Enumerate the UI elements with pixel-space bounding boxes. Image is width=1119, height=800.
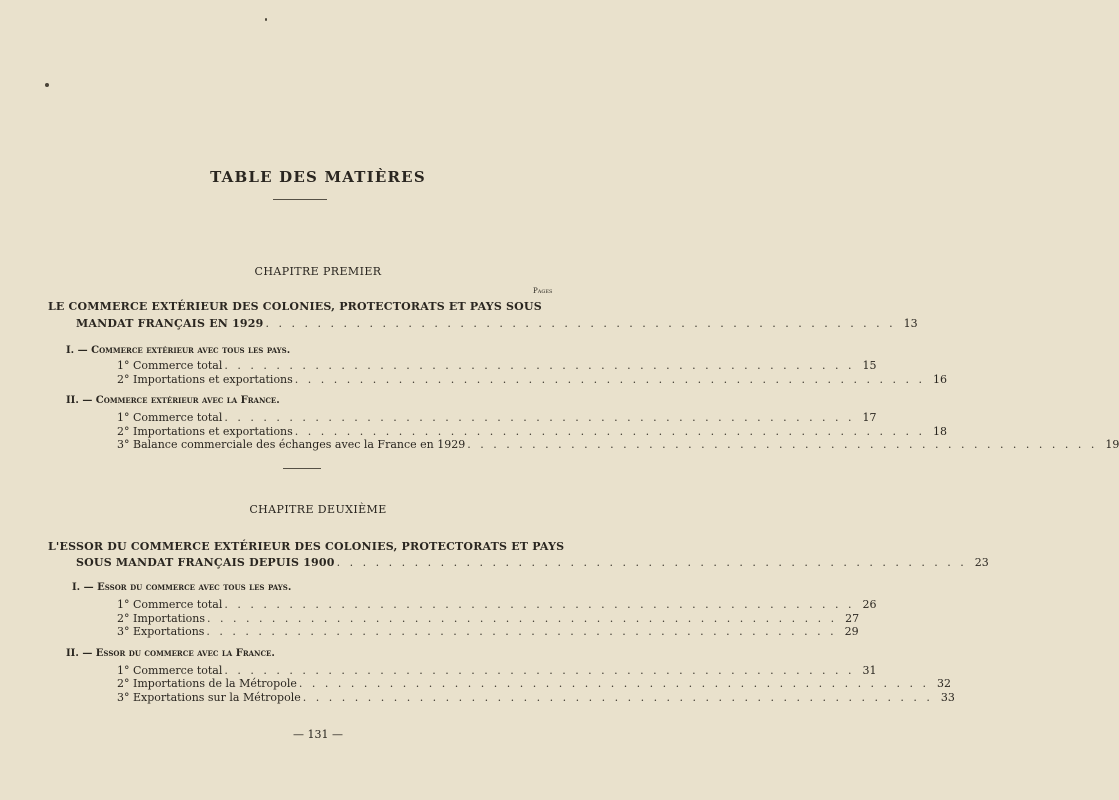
entry-text: 1° Commerce total bbox=[117, 359, 223, 372]
title-divider bbox=[273, 199, 327, 200]
entry-text: 3° Exportations bbox=[117, 625, 205, 638]
toc-entry bbox=[117, 612, 860, 625]
entry-text: 3° Exportations sur la Métropole bbox=[117, 691, 301, 704]
page-ref: 32 bbox=[937, 677, 952, 690]
page-ref: 15 bbox=[862, 359, 877, 372]
chapter-1-title-line2: MANDAT FRANÇAIS EN 1929 bbox=[76, 317, 264, 330]
leader-dots: . . . . . . . . . . . . . . . . . . . . . . . . . . . . . . . . . . . . . . . . . . . . . . . . . bbox=[265, 317, 896, 330]
toc-entry bbox=[117, 438, 1119, 451]
toc-entry bbox=[117, 691, 955, 704]
pages-column-label: Pages bbox=[533, 287, 553, 295]
entry-text: 2° Importations de la Métropole bbox=[117, 677, 297, 690]
page-ref: 23 bbox=[974, 556, 989, 569]
leader-dots: . . . . . . . . . . . . . . . . . . . . . . . . . . . . . . . . . . . . . . . . . . . . . . . . . bbox=[206, 612, 838, 625]
entry-text: 1° Commerce total bbox=[117, 598, 223, 611]
chapter-2-heading: CHAPITRE DEUXIÈME bbox=[249, 503, 387, 516]
toc-entry bbox=[117, 664, 877, 677]
section-label: I. — Essor du commerce avec tous les pays. bbox=[72, 582, 292, 593]
toc-entry bbox=[117, 359, 877, 372]
leader-dots: . . . . . . . . . . . . . . . . . . . . . . . . . . . . . . . . . . . . . . . . . . . . . . . . . bbox=[467, 438, 1098, 451]
chapter-2-title-line2: SOUS MANDAT FRANÇAIS DEPUIS 1900 bbox=[76, 556, 335, 569]
leader-dots: . . . . . . . . . . . . . . . . . . . . . . . . . . . . . . . . . . . . . . . . . . . . . . . . . bbox=[206, 625, 837, 638]
paper-speck bbox=[45, 83, 49, 87]
page-ref: 29 bbox=[844, 625, 859, 638]
leader-dots: . . . . . . . . . . . . . . . . . . . . . . . . . . . . . . . . . . . . . . . . . . . . . . . . . bbox=[336, 556, 967, 569]
toc-entry bbox=[76, 317, 918, 330]
entry-text: 1° Commerce total bbox=[117, 664, 223, 677]
page-ref: 13 bbox=[903, 317, 918, 330]
page-ref: 17 bbox=[862, 411, 877, 424]
toc-entry bbox=[117, 598, 877, 611]
page-title: TABLE DES MATIÈRES bbox=[210, 168, 426, 186]
section-label: I. — Commerce extérieur avec tous les pays. bbox=[66, 345, 291, 356]
toc-entry bbox=[117, 411, 877, 424]
section-heading bbox=[66, 343, 290, 356]
chapter-divider bbox=[283, 468, 321, 469]
chapter-1-heading: CHAPITRE PREMIER bbox=[254, 265, 382, 278]
section-label: II. — Commerce extérieur avec la France. bbox=[66, 395, 280, 406]
leader-dots: . . . . . . . . . . . . . . . . . . . . . . . . . . . . . . . . . . . . . . . . . . . . . . . . . bbox=[224, 359, 855, 372]
toc-entry bbox=[117, 625, 859, 638]
leader-dots: . . . . . . . . . . . . . . . . . . . . . . . . . . . . . . . . . . . . . . . . . . . . . . . . . bbox=[224, 411, 855, 424]
page-ref: 18 bbox=[932, 425, 947, 438]
page-number: — 131 — bbox=[293, 728, 343, 741]
entry-text: 2° Importations et exportations bbox=[117, 373, 293, 386]
toc-entry bbox=[76, 556, 989, 569]
entry-text: 3° Balance commerciale des échanges avec la France en 1929 bbox=[117, 438, 466, 451]
page-ref: 31 bbox=[862, 664, 877, 677]
leader-dots: . . . . . . . . . . . . . . . . . . . . . . . . . . . . . . . . . . . . . . . . . . . . . . . . . bbox=[294, 425, 925, 438]
chapter-2-title-line1: L'ESSOR DU COMMERCE EXTÉRIEUR DES COLONIES, PROTECTORATS ET PAYS bbox=[48, 540, 565, 553]
page-ref: 19 bbox=[1105, 438, 1119, 451]
toc-entry bbox=[117, 373, 947, 386]
page-ref: 27 bbox=[845, 612, 860, 625]
toc-entry bbox=[117, 677, 952, 690]
page-ref: 16 bbox=[932, 373, 947, 386]
leader-dots: . . . . . . . . . . . . . . . . . . . . . . . . . . . . . . . . . . . . . . . . . . . . . . . . . bbox=[302, 691, 933, 704]
toc-entry bbox=[117, 425, 947, 438]
entry-text: 2° Importations et exportations bbox=[117, 425, 293, 438]
entry-text: 1° Commerce total bbox=[117, 411, 223, 424]
leader-dots: . . . . . . . . . . . . . . . . . . . . . . . . . . . . . . . . . . . . . . . . . . . . . . . . . bbox=[294, 373, 925, 386]
leader-dots: . . . . . . . . . . . . . . . . . . . . . . . . . . . . . . . . . . . . . . . . . . . . . . . . . bbox=[224, 664, 855, 677]
chapter-1-title-line1: LE COMMERCE EXTÉRIEUR DES COLONIES, PROTECTORATS ET PAYS SOUS bbox=[48, 300, 542, 313]
section-heading bbox=[72, 580, 291, 593]
section-heading bbox=[66, 646, 275, 659]
entry-text: 2° Importations bbox=[117, 612, 205, 625]
page-ref: 33 bbox=[940, 691, 955, 704]
paper-speck bbox=[265, 18, 267, 21]
leader-dots: . . . . . . . . . . . . . . . . . . . . . . . . . . . . . . . . . . . . . . . . . . . . . . . . . bbox=[298, 677, 930, 690]
leader-dots: . . . . . . . . . . . . . . . . . . . . . . . . . . . . . . . . . . . . . . . . . . . . . . . . . bbox=[224, 598, 855, 611]
section-label: II. — Essor du commerce avec la France. bbox=[66, 648, 275, 659]
section-heading bbox=[66, 393, 280, 406]
page-ref: 26 bbox=[862, 598, 877, 611]
